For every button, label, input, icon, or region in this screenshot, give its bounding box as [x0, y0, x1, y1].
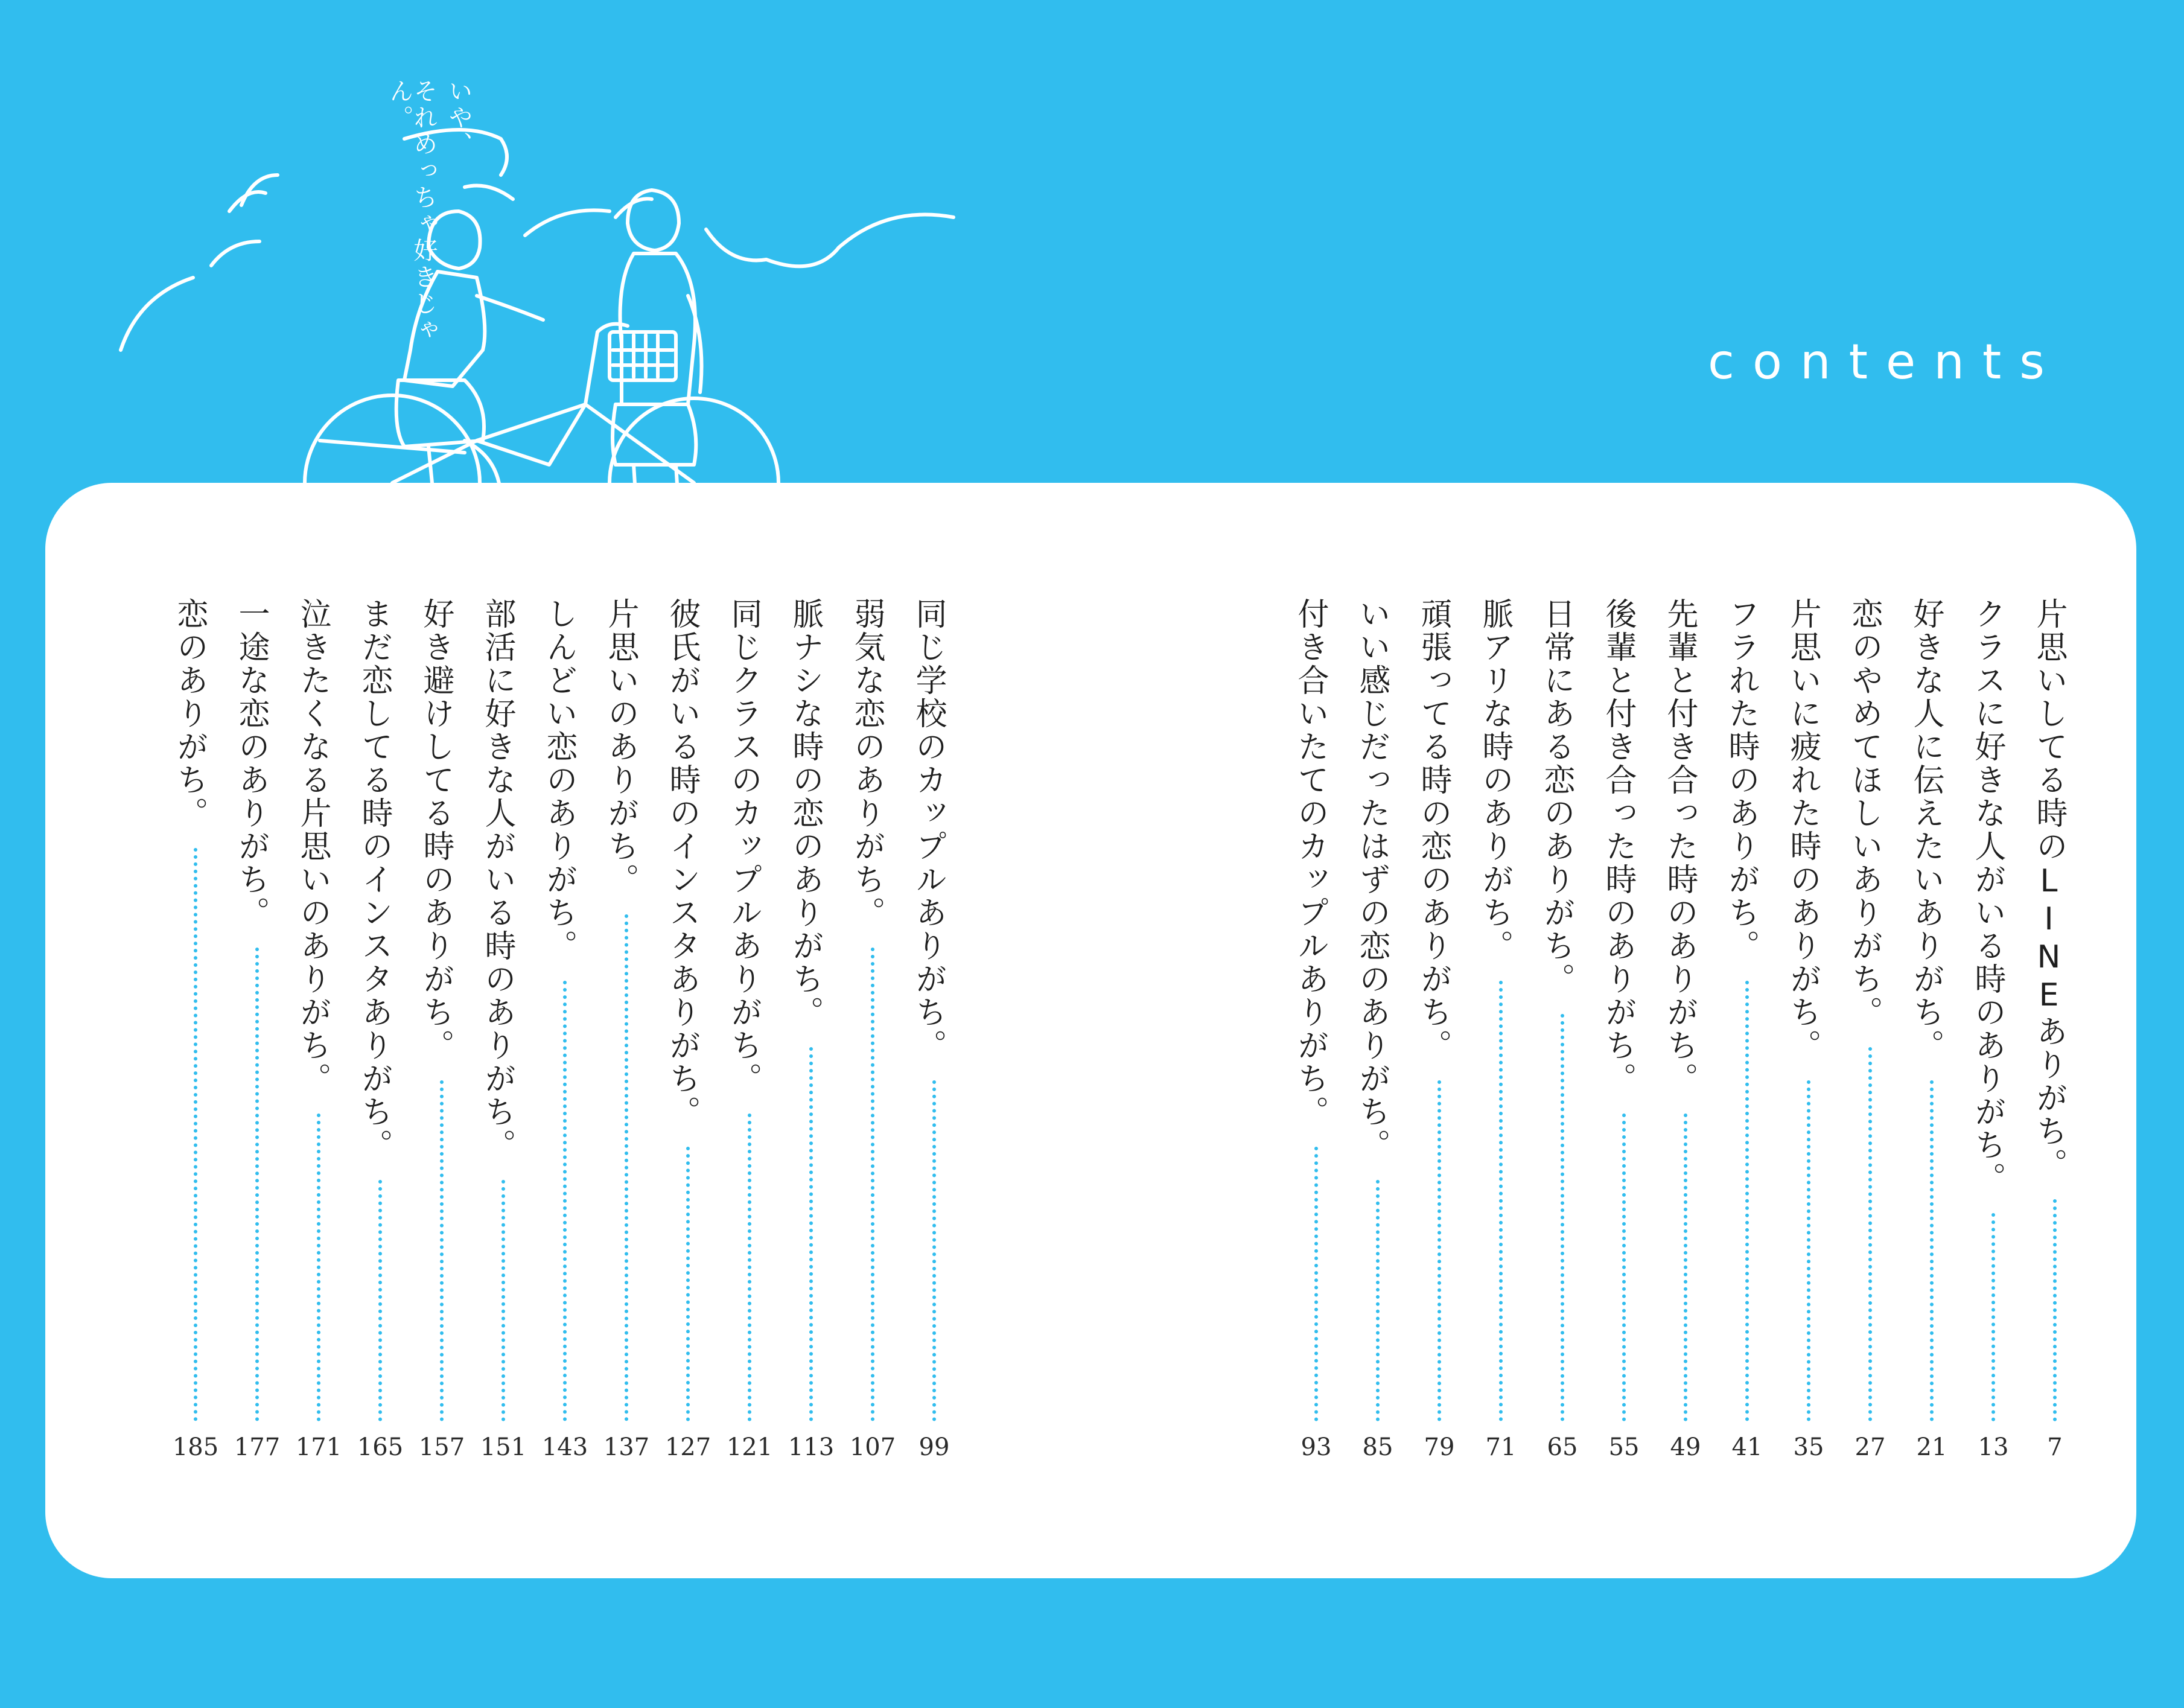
toc-entry[interactable]: [664, 483, 712, 1578]
cloud-line: [211, 241, 259, 266]
toc-entry[interactable]: [1415, 483, 1463, 1578]
toc-entry[interactable]: [602, 483, 651, 1578]
toc-dot-leader: [317, 1114, 320, 1421]
toc-entry-title: 後輩と付き合った時のありがち。: [1600, 597, 1636, 1095]
toc-entry-title: 頑張ってる時の恋のありがち。: [1415, 597, 1451, 1062]
toc-page-number: 107: [849, 1433, 896, 1461]
toc-page-number: 157: [418, 1433, 465, 1461]
toc-page-number: 93: [1301, 1433, 1332, 1461]
toc-entry[interactable]: [541, 483, 589, 1578]
toc-page-number: 55: [1608, 1433, 1640, 1461]
toc-entry[interactable]: [1600, 483, 1648, 1578]
toc-entry-title: 付き合いたてのカップルありがち。: [1292, 597, 1328, 1129]
toc-page-number: 65: [1547, 1433, 1578, 1461]
toc-dot-leader: [1684, 1114, 1687, 1421]
toc-page-number: 99: [918, 1433, 950, 1461]
toc-dot-leader: [1376, 1180, 1380, 1421]
page-title: contents: [1708, 334, 2063, 390]
toc-page-number: 171: [295, 1433, 342, 1461]
toc-page-number: 177: [234, 1433, 281, 1461]
cloud-line: [121, 278, 193, 350]
toc-dot-leader: [1991, 1213, 1995, 1421]
cloud-line: [465, 186, 513, 200]
toc-entry-title: 部活に好きな人がいる時のありがち。: [479, 597, 515, 1162]
toc-entry-title: 同じクラスのカップルありがち。: [725, 597, 762, 1095]
toc-entry[interactable]: [848, 483, 897, 1578]
toc-page-number: 151: [480, 1433, 527, 1461]
toc-dot-leader: [378, 1180, 382, 1421]
toc-page-number: 121: [726, 1433, 773, 1461]
cloud-line: [839, 215, 954, 247]
toc-entry[interactable]: [1969, 483, 2017, 1578]
toc-entry-title: 恋のありがち。: [171, 597, 208, 830]
toc-page-number: 71: [1485, 1433, 1517, 1461]
toc-entry-title: 泣きたくなる片思いのありがち。: [294, 597, 331, 1095]
toc-page-number: 137: [603, 1433, 650, 1461]
toc-page-number: 165: [357, 1433, 404, 1461]
toc-entry-title: 先輩と付き合った時のありがち。: [1661, 597, 1698, 1095]
toc-page-number: 13: [1978, 1433, 2009, 1461]
toc-entry[interactable]: [910, 483, 958, 1578]
toc-entry[interactable]: [1354, 483, 1402, 1578]
toc-dot-leader: [809, 1047, 813, 1421]
speech-bubble: [314, 78, 471, 368]
toc-entry[interactable]: [233, 483, 281, 1578]
toc-entry[interactable]: [1846, 483, 1894, 1578]
speech-line-1: いや、: [445, 78, 473, 158]
toc-dot-leader: [871, 948, 874, 1421]
toc-entry-title: 恋のやめてほしいありがち。: [1846, 597, 1882, 1029]
toc-dot-leader: [563, 981, 567, 1421]
toc-dot-leader: [194, 848, 197, 1421]
toc-entry-title: 脈アリな時のありがち。: [1477, 597, 1513, 963]
toc-dot-leader: [1437, 1080, 1441, 1421]
toc-entry[interactable]: [479, 483, 527, 1578]
cloud-line: [706, 229, 839, 266]
toc-page-number: 27: [1854, 1433, 1886, 1461]
toc-entry[interactable]: [356, 483, 404, 1578]
toc-entry-title: まだ恋してる時のインスタありがち。: [356, 597, 392, 1162]
toc-entry[interactable]: [171, 483, 220, 1578]
toc-dot-leader: [1622, 1114, 1626, 1421]
toc-dot-leader: [1745, 981, 1749, 1421]
cloud-line: [241, 175, 278, 205]
toc-page-number: 49: [1670, 1433, 1701, 1461]
toc-dot-leader: [1930, 1080, 1934, 1421]
toc-entry-title: 一途な恋のありがち。: [233, 597, 269, 929]
toc-dot-leader: [1499, 981, 1503, 1421]
toc-entry-title: 片思いしてる時のLINEありがち。: [2031, 597, 2067, 1181]
toc-entry[interactable]: [725, 483, 774, 1578]
toc-dot-leader: [2053, 1199, 2057, 1421]
toc-page-number: 127: [664, 1433, 712, 1461]
girl-skirt: [396, 380, 484, 447]
toc-entry-title: 片思いのありがち。: [602, 597, 638, 896]
toc-dot-leader: [440, 1080, 444, 1421]
toc-entry[interactable]: [1292, 483, 1340, 1578]
toc-entry-title: 好き避けしてる時のありがち。: [418, 597, 454, 1062]
toc-entry-title: 弱気な恋のありがち。: [848, 597, 885, 929]
toc-dot-leader: [1314, 1147, 1318, 1421]
toc-entry[interactable]: [1723, 483, 1771, 1578]
toc-dot-leader: [1868, 1047, 1872, 1421]
toc-entry[interactable]: [1477, 483, 1525, 1578]
toc-entry-title: いい感じだったはずの恋のありがち。: [1354, 597, 1390, 1162]
toc-page-number: 7: [2047, 1433, 2063, 1461]
toc-entry[interactable]: [418, 483, 466, 1578]
toc-entry-title: 日常にある恋のありがち。: [1538, 597, 1574, 996]
toc-page-number: 143: [541, 1433, 588, 1461]
toc-dot-leader: [748, 1114, 751, 1421]
toc-dot-leader: [686, 1147, 690, 1421]
toc-entry-title: しんどい恋のありがち。: [541, 597, 577, 963]
toc-entry[interactable]: [1538, 483, 1587, 1578]
toc-entry-title: 彼氏がいる時のインスタありがち。: [664, 597, 700, 1129]
toc-entry[interactable]: [1661, 483, 1710, 1578]
toc-page-number: 35: [1793, 1433, 1824, 1461]
cloud-line: [525, 210, 610, 235]
toc-dot-leader: [625, 914, 628, 1421]
toc-entry[interactable]: [1908, 483, 1956, 1578]
speech-line-2: それめっちゃ好きじゃん。: [386, 78, 438, 344]
toc-entry-title: クラスに好きな人がいる時のありがち。: [1969, 597, 2005, 1195]
toc-dot-leader: [1807, 1080, 1810, 1421]
toc-entry[interactable]: [787, 483, 835, 1578]
toc-entry[interactable]: [294, 483, 343, 1578]
toc-entry-title: フラれた時のありがち。: [1723, 597, 1759, 963]
toc-page-number: 113: [788, 1433, 835, 1461]
toc-dot-leader: [255, 948, 259, 1421]
toc-entry-title: 好きな人に伝えたいありがち。: [1908, 597, 1944, 1062]
toc-entry[interactable]: [1784, 483, 1833, 1578]
toc-entry-title: 同じ学校のカップルありがち。: [910, 597, 946, 1062]
toc-dot-leader: [932, 1080, 936, 1421]
toc-page-number: 41: [1731, 1433, 1763, 1461]
toc-dot-leader: [501, 1180, 505, 1421]
toc-dot-leader: [1561, 1014, 1564, 1421]
toc-card: [45, 483, 2136, 1578]
toc-page-number: 185: [172, 1433, 219, 1461]
toc-entry-title: 片思いに疲れた時のありがち。: [1784, 597, 1821, 1062]
girl-arm: [477, 296, 543, 320]
toc-page-number: 21: [1916, 1433, 1947, 1461]
illustration-cyclist-and-boy: [91, 66, 1044, 501]
toc-entry[interactable]: [2031, 483, 2079, 1578]
toc-page-number: 79: [1424, 1433, 1455, 1461]
toc-page-number: 85: [1362, 1433, 1393, 1461]
toc-entry-title: 脈ナシな時の恋のありがち。: [787, 597, 823, 1029]
